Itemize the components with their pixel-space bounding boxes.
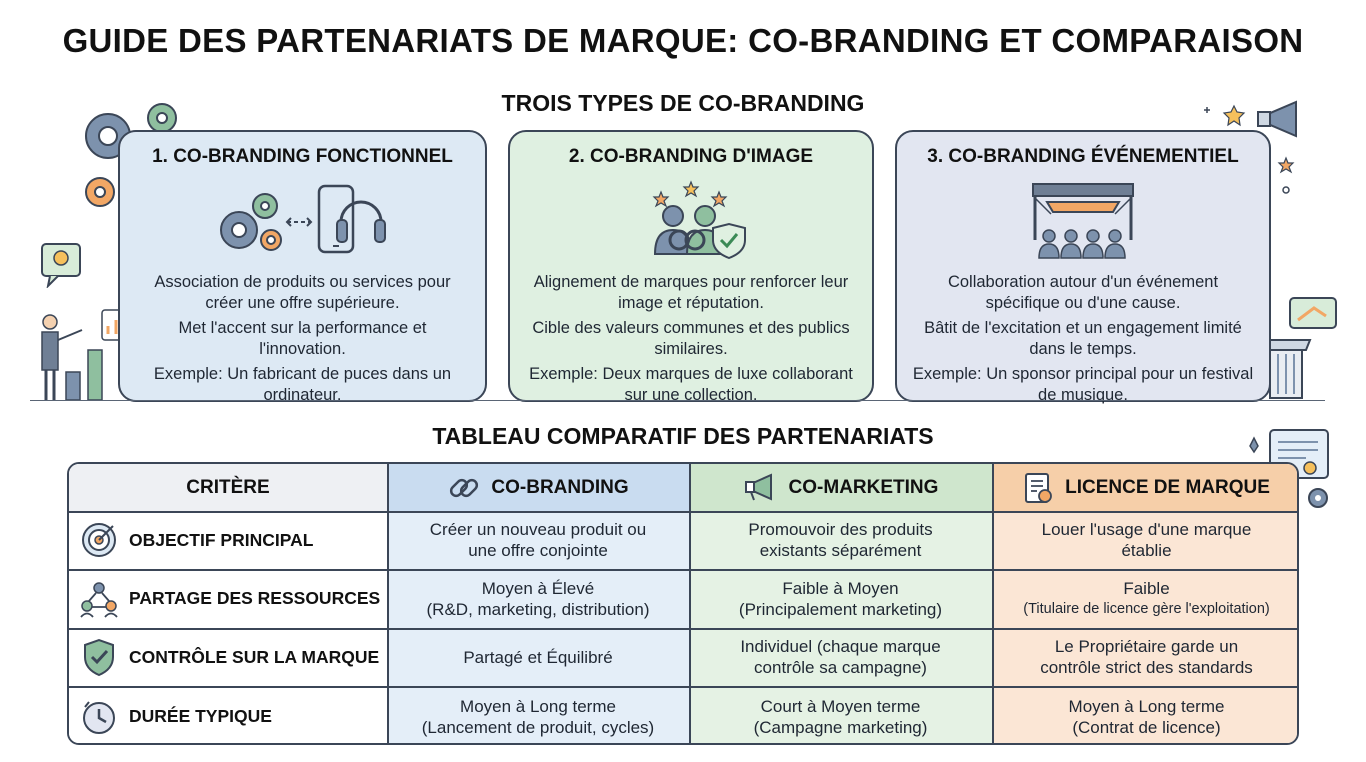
criterion-cell <box>69 569 387 628</box>
cell-line: Moyen à Long terme <box>1068 696 1225 716</box>
cell-line: Créer un nouveau produit ou <box>429 520 647 539</box>
card-description: Association de produits ou services pour créer une offre supérieure. <box>154 273 451 312</box>
comarketing-cell <box>689 686 992 745</box>
card-description: Collaboration autour d'un événement spécifique ou d'une cause. <box>947 273 1219 312</box>
grid-line <box>69 511 1299 513</box>
header-cobranding <box>387 464 689 511</box>
licence-cell <box>992 686 1299 745</box>
cell-line: existants séparément <box>759 541 922 560</box>
comparison-table <box>67 462 1299 745</box>
network-people-icon <box>79 579 119 619</box>
page-title: GUIDE DES PARTENARIATS DE MARQUE: CO-BRANDING ET COMPARAISON <box>62 22 1304 59</box>
card-example: Exemple: Deux marques de luxe collaborant sur une collection. <box>529 365 853 404</box>
target-icon <box>79 520 119 560</box>
chain-link-icon <box>447 471 481 505</box>
grid-line <box>689 464 691 745</box>
cell-line: contrôle sa campagne) <box>754 658 927 677</box>
section-divider <box>30 400 1325 401</box>
header-label: CO-BRANDING <box>491 476 629 498</box>
lightbulb-bubble-icon <box>40 242 84 288</box>
clock-icon <box>79 697 119 737</box>
card-image-cobranding <box>508 130 874 402</box>
cell-line: (Contrat de licence) <box>1072 717 1221 737</box>
cell-line: Moyen à Long terme <box>460 696 616 716</box>
cell-line: Faible à Moyen <box>782 578 899 598</box>
table-section-title: TABLEAU COMPARATIF DES PARTENARIATS <box>432 423 934 449</box>
megaphone-icon <box>743 473 779 503</box>
card-focus: Bâtit de l'excitation et un engagement limité dans le temps. <box>924 319 1242 358</box>
cell-line: établie <box>1121 541 1172 560</box>
table-row <box>69 511 1299 569</box>
cell-line: Promouvoir des produits <box>748 520 933 539</box>
header-label: CO-MARKETING <box>788 476 939 498</box>
cell-line: Court à Moyen terme <box>760 696 921 716</box>
header-criterion <box>69 464 387 511</box>
card-title: 2. CO-BRANDING D'IMAGE <box>568 146 814 167</box>
criterion-cell <box>69 628 387 686</box>
cell-line: Individuel (chaque marque <box>740 637 941 656</box>
grid-line <box>69 686 1299 688</box>
card-functional-cobranding <box>118 130 487 402</box>
card-description: Alignement de marques pour renforcer leur image et réputation. <box>533 273 849 312</box>
comarketing-cell <box>689 628 992 686</box>
card-example: Exemple: Un sponsor principal pour un festival de musique. <box>912 365 1254 404</box>
types-section-title: TROIS TYPES DE CO-BRANDING <box>501 90 865 116</box>
comarketing-cell <box>689 569 992 628</box>
licence-cell <box>992 569 1299 628</box>
cell-line: Louer l'usage d'une marque <box>1041 520 1252 539</box>
table-row <box>69 628 1299 686</box>
cell-line: (Campagne marketing) <box>753 717 928 737</box>
criterion-cell <box>69 511 387 569</box>
criterion-cell <box>69 686 387 745</box>
people-stars-shield-icon <box>601 178 781 264</box>
cell-line: Faible <box>1123 578 1170 598</box>
cell-line: contrôle strict des standards <box>1040 658 1253 677</box>
card-title: 1. CO-BRANDING FONCTIONNEL <box>152 146 453 167</box>
event-stage-audience-icon <box>993 178 1173 264</box>
grid-line <box>69 569 1299 571</box>
card-event-cobranding <box>895 130 1271 402</box>
criterion-label: PARTAGE DES RESSOURCES <box>129 588 381 608</box>
cell-line: Le Propriétaire garde un <box>1054 637 1239 656</box>
cell-line: (Lancement de produit, cycles) <box>421 717 655 737</box>
card-focus: Met l'accent sur la performance et l'innovation. <box>178 319 427 358</box>
criterion-label: CONTRÔLE SUR LA MARQUE <box>129 646 380 667</box>
table-row <box>69 569 1299 628</box>
table-header <box>69 464 1299 511</box>
cell-line: (R&D, marketing, distribution) <box>426 599 650 619</box>
gears-phone-headphones-icon <box>213 178 393 264</box>
grid-line <box>387 464 389 745</box>
card-example: Exemple: Un fabricant de puces dans un ordinateur. <box>153 365 452 404</box>
criterion-label: DURÉE TYPIQUE <box>129 706 272 726</box>
license-document-icon <box>1023 471 1055 505</box>
grid-line <box>992 464 994 745</box>
table-row <box>69 686 1299 745</box>
shield-check-icon <box>79 637 119 677</box>
comarketing-cell <box>689 511 992 569</box>
criterion-label: OBJECTIF PRINCIPAL <box>129 529 314 550</box>
card-title: 3. CO-BRANDING ÉVÉNEMENTIEL <box>927 146 1239 167</box>
cobranding-cell <box>387 511 689 569</box>
header-licence <box>992 464 1299 511</box>
header-label: CRITÈRE <box>186 476 270 498</box>
cobranding-cell <box>387 628 689 686</box>
cobranding-cell <box>387 569 689 628</box>
licence-cell <box>992 511 1299 569</box>
cell-line: (Principalement marketing) <box>738 599 943 619</box>
licence-cell <box>992 628 1299 686</box>
cell-line: (Titulaire de licence gère l'exploitation) <box>1023 600 1270 617</box>
cell-line: une offre conjointe <box>468 541 608 560</box>
header-comarketing <box>689 464 992 511</box>
cell-line: Partagé et Équilibré <box>463 647 613 667</box>
card-focus: Cible des valeurs communes et des publics similaires. <box>532 319 850 358</box>
cell-line: Moyen à Élevé <box>481 578 595 598</box>
header-label: LICENCE DE MARQUE <box>1065 476 1270 498</box>
cobranding-cell <box>387 686 689 745</box>
grid-line <box>69 628 1299 630</box>
